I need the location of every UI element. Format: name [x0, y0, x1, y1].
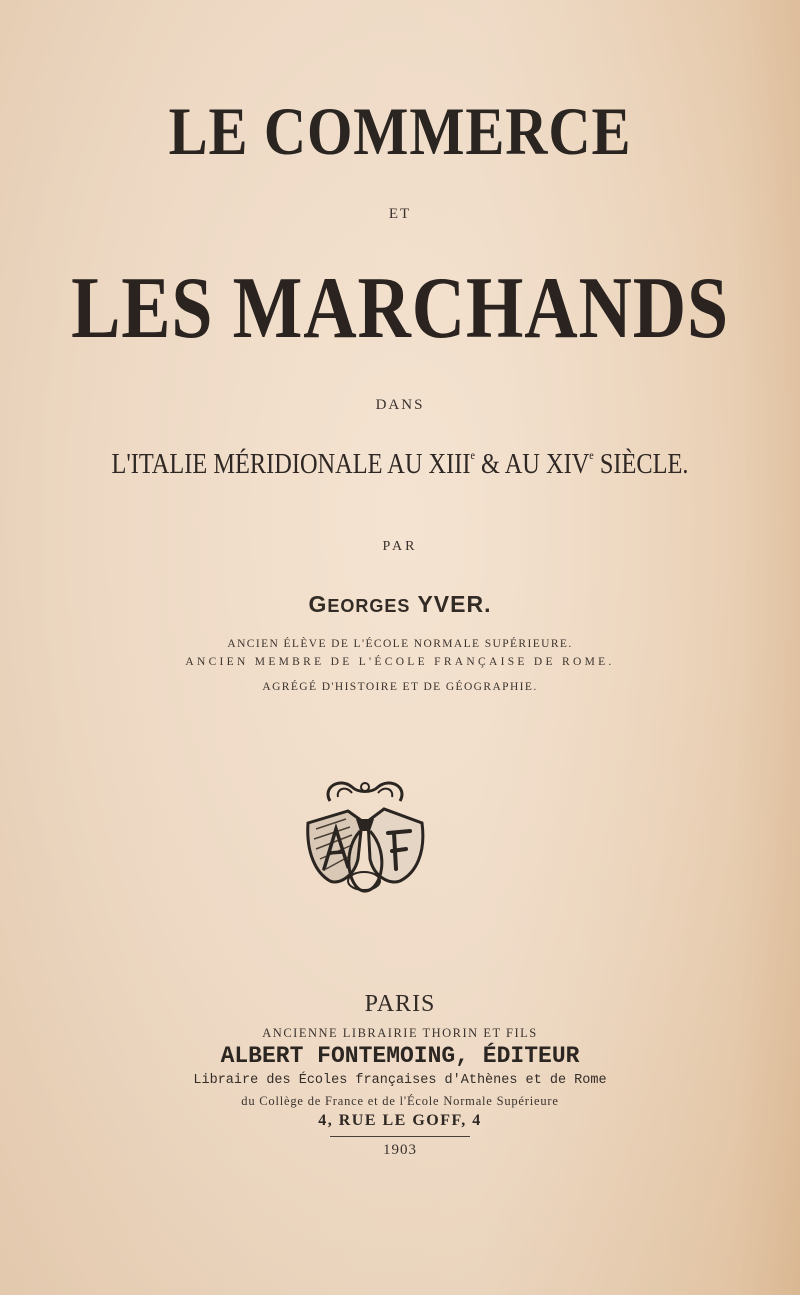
author-last-name: YVER. [417, 591, 492, 617]
author-first-rest: EORGES [327, 596, 411, 616]
imprint-city: PARIS [364, 991, 436, 1017]
subtitle [64, 448, 736, 481]
imprint-rule [330, 1136, 470, 1137]
subtitle-part-2: & AU XIV [474, 448, 590, 480]
imprint-bookseller-line: Libraire des Écoles françaises d'Athènes et de Rome [193, 1073, 607, 1088]
author-name [0, 591, 800, 618]
imprint-college-line: du Collège de France et de l'École Normale Supérieure [241, 1094, 559, 1108]
byline-par: PAR [382, 539, 418, 554]
subtitle-superscript-2: e [589, 448, 594, 462]
title-preposition: DANS [375, 397, 425, 413]
credential-line-3: AGRÉGÉ D'HISTOIRE ET DE GÉOGRAPHIE. [262, 681, 538, 693]
credential-line-2: ANCIEN MEMBRE DE L'ÉCOLE FRANÇAISE DE ROME. [185, 656, 615, 668]
author-first-initial: G [308, 591, 328, 617]
publisher-monogram-af-icon [300, 773, 430, 899]
imprint-year: 1903 [383, 1142, 417, 1158]
subtitle-part-1: L'ITALIE MÉRIDIONALE AU XIII [111, 448, 471, 480]
subtitle-part-3: SIÈCLE. [593, 448, 689, 480]
title-line-1: LE COMMERCE [168, 93, 632, 169]
subtitle-superscript-1: e [470, 448, 475, 462]
imprint-address: 4, RUE LE GOFF, 4 [318, 1112, 482, 1129]
credential-line-1: ANCIEN ÉLÈVE DE L'ÉCOLE NORMALE SUPÉRIEURE. [227, 638, 573, 650]
title-conjunction: ET [388, 206, 412, 222]
imprint-publisher: ALBERT FONTEMOING, ÉDITEUR [220, 1043, 580, 1069]
imprint-former-house: ANCIENNE LIBRAIRIE THORIN ET FILS [262, 1026, 538, 1040]
title-line-2: LES MARCHANDS [71, 260, 729, 357]
